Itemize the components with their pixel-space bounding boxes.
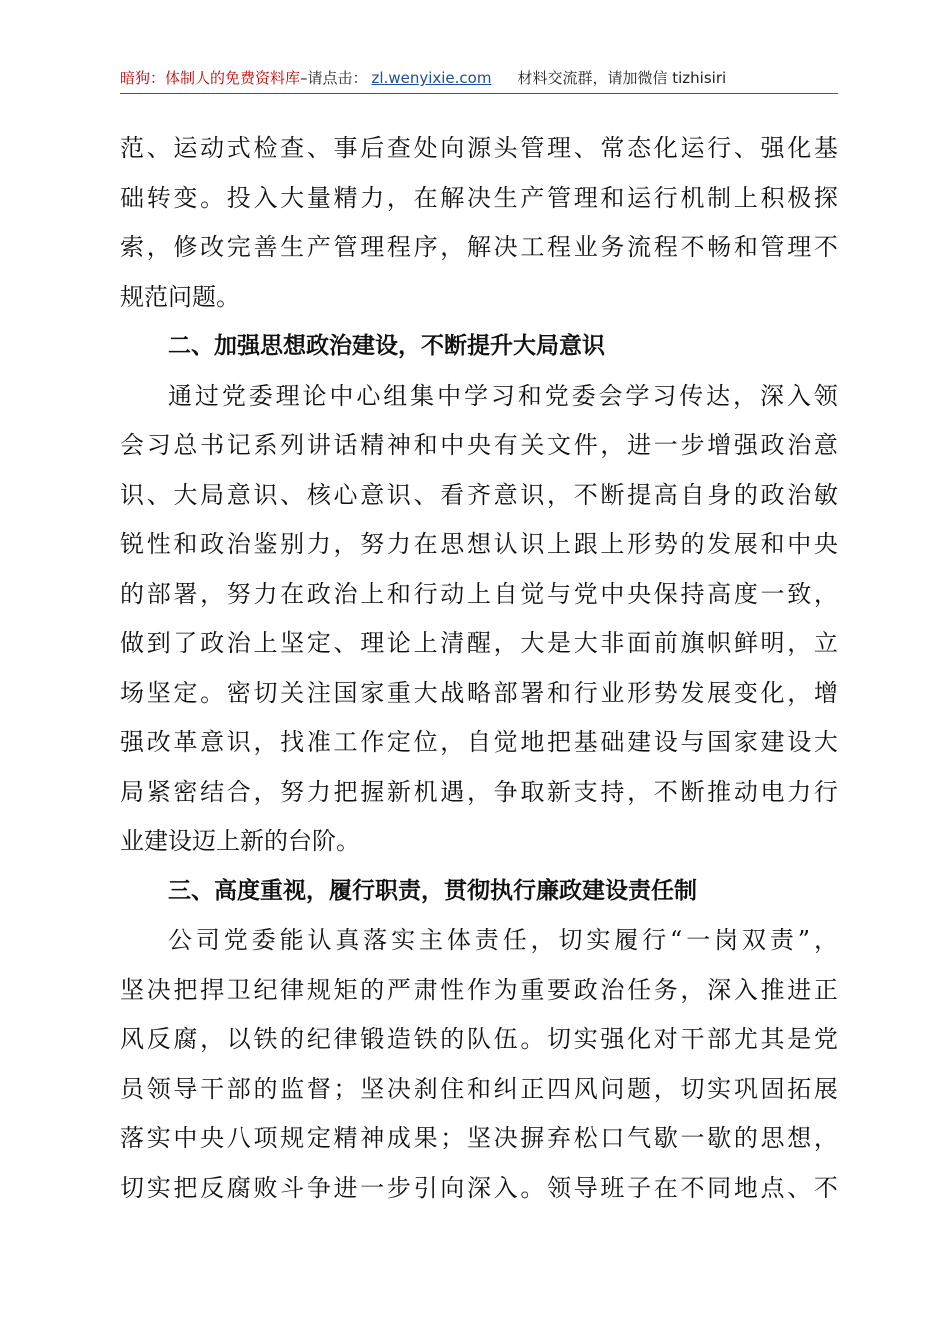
section-heading: 三、高度重视，履行职责，贯彻执行廉政建设责任制 bbox=[168, 877, 697, 904]
paragraph-line: 落 实 中 央 八 项 规 定 精 神 成 果 ； 坚 决 摒 弃 松 口 气 歇 一 歇 的 思 想 ， bbox=[120, 1124, 838, 1152]
paragraph-line: 场 坚 定 。 密 切 关 注 国 家 重 大 战 略 部 署 和 行 业 形 势 发 展 变 化 ， 增 bbox=[120, 678, 838, 707]
paragraph-line: 锐 性 和 政 治 鉴 别 力 ， 努 力 在 思 想 认 识 上 跟 上 形 势 的 发 展 和 中 央 bbox=[120, 530, 838, 558]
paragraph-line: 规范问题。 bbox=[120, 282, 240, 311]
paragraph-line: 做 到 了 政 治 上 坚 定 、 理 论 上 清 醒 ， 大 是 大 非 面 前 旗 帜 鲜 明 ， 立 bbox=[120, 629, 838, 657]
paragraph-line: 会 习 总 书 记 系 列 讲 话 精 神 和 中 央 有 关 文 件 ， 进 一 步 增 强 政 治 意 bbox=[120, 431, 838, 459]
paragraph-line: 局 紧 密 结 合 ， 努 力 把 握 新 机 遇 ， 争 取 新 支 持 ， 不 断 推 动 电 力 行 bbox=[120, 777, 838, 806]
paragraph-line: 坚 决 把 捍 卫 纪 律 规 矩 的 严 肃 性 作 为 重 要 政 治 任 务 ， 深 入 推 进 正 bbox=[120, 975, 838, 1004]
paragraph-line: 识 、 大 局 意 识 、 核 心 意 识 、 看 齐 意 识 ， 不 断 提 高 自 身 的 政 治 敏 bbox=[120, 480, 838, 509]
header-link[interactable]: zl.wenyixie.com bbox=[371, 69, 492, 87]
document-body bbox=[120, 124, 838, 1213]
header-contact: 材料交流群，请加微信 tizhisiri bbox=[517, 69, 727, 87]
page-header bbox=[120, 64, 838, 92]
paragraph-line: 员 领 导 干 部 的 监 督 ； 坚 决 刹 住 和 纠 正 四 风 问 题 ， 切 实 巩 固 拓 展 bbox=[120, 1074, 838, 1103]
paragraph-line: 通 过 党 委 理 论 中 心 组 集 中 学 习 和 党 委 会 学 习 传 达 ， 深 入 领 bbox=[168, 381, 838, 410]
paragraph-line: 公 司 党 委 能 认 真 落 实 主 体 责 任 ， 切 实 履 行 “ 一 岗 双 责 ” ， bbox=[168, 926, 838, 954]
header-divider bbox=[120, 93, 838, 94]
header-separator: –请点击： bbox=[300, 69, 368, 87]
paragraph-line: 索 ， 修 改 完 善 生 产 管 理 程 序 ， 解 决 工 程 业 务 流 程 不 畅 和 管 理 不 bbox=[120, 233, 838, 261]
paragraph-line: 业建设迈上新的台阶。 bbox=[120, 827, 360, 855]
section-heading: 二、加强思想政治建设，不断提升大局意识 bbox=[168, 333, 605, 359]
paragraph-line: 切 实 把 反 腐 败 斗 争 进 一 步 引 向 深 入 。 领 导 班 子 在 不 同 地 点 、 不 bbox=[120, 1173, 838, 1202]
paragraph-line: 范 、 运 动 式 检 查 、 事 后 查 处 向 源 头 管 理 、 常 态 化 运 行 、 强 化 基 bbox=[120, 134, 838, 162]
header-brand: 暗狗：体制人的免费资料库 bbox=[120, 69, 301, 87]
paragraph-line: 强 改 革 意 识 ， 找 准 工 作 定 位 ， 自 觉 地 把 基 础 建 设 与 国 家 建 设 大 bbox=[120, 728, 838, 756]
paragraph-line: 础 转 变 。 投 入 大 量 精 力 ， 在 解 决 生 产 管 理 和 运 行 机 制 上 积 极 探 bbox=[120, 183, 838, 212]
paragraph-line: 风 反 腐 ， 以 铁 的 纪 律 锻 造 铁 的 队 伍 。 切 实 强 化 对 干 部 尤 其 是 党 bbox=[120, 1025, 838, 1053]
paragraph-line: 的 部 署 ， 努 力 在 政 治 上 和 行 动 上 自 觉 与 党 中 央 保 持 高 度 一 致 ， bbox=[120, 579, 838, 608]
